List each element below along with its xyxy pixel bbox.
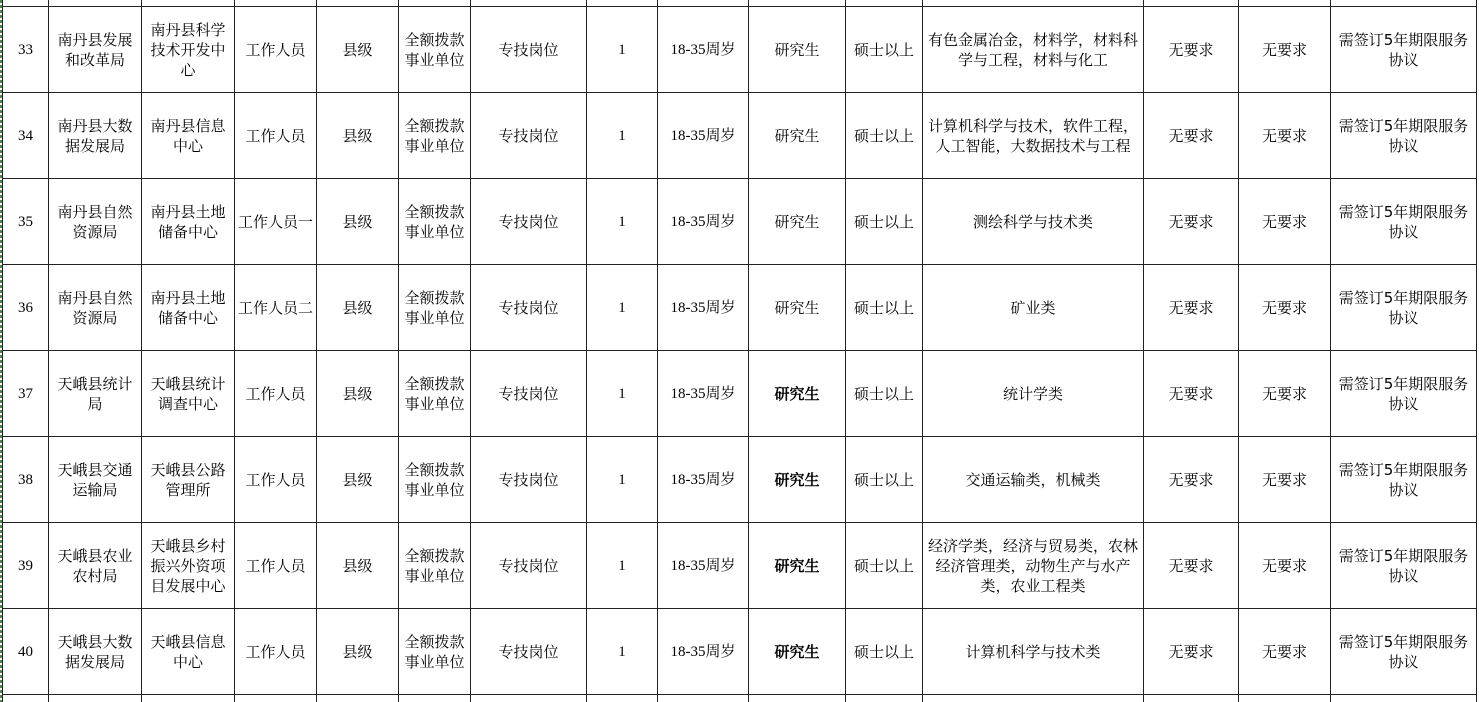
cell-major[interactable]: 计算机科学与技术类 bbox=[923, 609, 1144, 695]
cell-post-name[interactable]: 工作人员 bbox=[235, 93, 317, 179]
cell-major[interactable]: 矿业类 bbox=[923, 265, 1144, 351]
cell-headcount[interactable]: 1 bbox=[587, 437, 658, 523]
cell-requirement-a[interactable]: 无要求 bbox=[1144, 179, 1239, 265]
cell-degree[interactable]: 硕士以上 bbox=[846, 265, 923, 351]
cell-post-type[interactable]: 专技岗位 bbox=[471, 179, 587, 265]
cell-requirement-a[interactable]: 无要求 bbox=[1144, 7, 1239, 93]
cell-department[interactable]: 南丹县大数据发展局 bbox=[49, 93, 142, 179]
cell-major[interactable]: 统计学类 bbox=[923, 351, 1144, 437]
cell-degree[interactable]: 硕士以上 bbox=[846, 7, 923, 93]
table-row bbox=[3, 93, 1477, 179]
cell-post-name[interactable]: 工作人员 bbox=[235, 523, 317, 609]
cell-employer[interactable]: 天峨县统计调查中心 bbox=[142, 351, 235, 437]
cell-remarks[interactable]: 需签订5年期限服务协议 bbox=[1331, 7, 1477, 93]
cell-post-name[interactable]: 工作人员 bbox=[235, 7, 317, 93]
cell-post-type[interactable]: 专技岗位 bbox=[471, 437, 587, 523]
cell-degree[interactable]: 硕士以上 bbox=[846, 93, 923, 179]
cell-post-name[interactable]: 工作人员 bbox=[235, 351, 317, 437]
cell-age-range[interactable]: 18-35周岁 bbox=[658, 609, 749, 695]
cell-age-range[interactable]: 18-35周岁 bbox=[658, 351, 749, 437]
table-row bbox=[3, 351, 1477, 437]
cell-education[interactable]: 研究生 bbox=[749, 351, 846, 437]
table-row bbox=[3, 609, 1477, 695]
table-row bbox=[3, 265, 1477, 351]
cell-post-type[interactable]: 专技岗位 bbox=[471, 7, 587, 93]
cell-education[interactable]: 研究生 bbox=[749, 609, 846, 695]
cell-major[interactable]: 经济学类，经济与贸易类，农林经济管理类，动物生产与水产类，农业工程类 bbox=[923, 523, 1144, 609]
cell-major[interactable]: 测绘科学与技术类 bbox=[923, 179, 1144, 265]
cell-unit-nature[interactable]: 全额拨款事业单位 bbox=[399, 523, 471, 609]
cell-requirement-a[interactable]: 无要求 bbox=[1144, 523, 1239, 609]
cell-requirement-b[interactable]: 无要求 bbox=[1239, 7, 1331, 93]
cell-post-type[interactable]: 专技岗位 bbox=[471, 523, 587, 609]
cell-major[interactable]: 计算机科学与技术，软件工程，人工智能，大数据技术与工程 bbox=[923, 93, 1144, 179]
cell-post-type[interactable]: 专技岗位 bbox=[471, 265, 587, 351]
cell-level[interactable]: 县级 bbox=[317, 523, 399, 609]
cell-level[interactable]: 县级 bbox=[317, 609, 399, 695]
cell-employer[interactable]: 南丹县信息中心 bbox=[142, 93, 235, 179]
cell-employer[interactable]: 天峨县信息中心 bbox=[142, 609, 235, 695]
cell-headcount[interactable]: 1 bbox=[587, 265, 658, 351]
cell-post-type[interactable]: 专技岗位 bbox=[471, 93, 587, 179]
cell-age-range[interactable]: 18-35周岁 bbox=[658, 93, 749, 179]
cell-post-name[interactable]: 工作人员二 bbox=[235, 265, 317, 351]
cell-employer[interactable]: 南丹县土地储备中心 bbox=[142, 265, 235, 351]
cell-unit-nature[interactable]: 全额拨款事业单位 bbox=[399, 609, 471, 695]
cell-requirement-b[interactable]: 无要求 bbox=[1239, 351, 1331, 437]
cell-education[interactable]: 研究生 bbox=[749, 179, 846, 265]
cell-requirement-a[interactable]: 无要求 bbox=[1144, 351, 1239, 437]
cell-number[interactable]: 38 bbox=[3, 437, 49, 523]
cell-education[interactable]: 研究生 bbox=[749, 265, 846, 351]
table-row bbox=[3, 7, 1477, 93]
cell-employer[interactable]: 南丹县科学技术开发中心 bbox=[142, 7, 235, 93]
cell-requirement-a[interactable]: 无要求 bbox=[1144, 93, 1239, 179]
cell-degree[interactable]: 硕士以上 bbox=[846, 609, 923, 695]
cell-remarks[interactable]: 需签订5年期限服务协议 bbox=[1331, 351, 1477, 437]
recruitment-table bbox=[2, 0, 1477, 702]
cell-headcount[interactable]: 1 bbox=[587, 523, 658, 609]
cell-post-type[interactable]: 专技岗位 bbox=[471, 609, 587, 695]
cell-remarks[interactable]: 需签订5年期限服务协议 bbox=[1331, 93, 1477, 179]
cell-unit-nature[interactable]: 全额拨款事业单位 bbox=[399, 179, 471, 265]
cell-headcount[interactable]: 1 bbox=[587, 179, 658, 265]
table-row-partial-bottom bbox=[3, 695, 1477, 702]
cell-employer[interactable]: 天峨县乡村振兴外资项目发展中心 bbox=[142, 523, 235, 609]
cell-number[interactable]: 35 bbox=[3, 179, 49, 265]
cell-department[interactable]: 天峨县统计局 bbox=[49, 351, 142, 437]
cell-unit-nature[interactable]: 全额拨款事业单位 bbox=[399, 265, 471, 351]
cell-department[interactable]: 南丹县发展和改革局 bbox=[49, 7, 142, 93]
cell-degree[interactable]: 硕士以上 bbox=[846, 437, 923, 523]
cell-age-range[interactable]: 18-35周岁 bbox=[658, 265, 749, 351]
cell-unit-nature[interactable]: 全额拨款事业单位 bbox=[399, 351, 471, 437]
cell-degree[interactable]: 硕士以上 bbox=[846, 179, 923, 265]
cell-unit-nature[interactable]: 全额拨款事业单位 bbox=[399, 7, 471, 93]
cell-department[interactable]: 南丹县自然资源局 bbox=[49, 265, 142, 351]
cell-age-range[interactable]: 18-35周岁 bbox=[658, 7, 749, 93]
cell-level[interactable]: 县级 bbox=[317, 351, 399, 437]
cell-department[interactable]: 天峨县农业农村局 bbox=[49, 523, 142, 609]
cell-unit-nature[interactable]: 全额拨款事业单位 bbox=[399, 93, 471, 179]
cell-remarks[interactable]: 需签订5年期限服务协议 bbox=[1331, 179, 1477, 265]
cell-level[interactable]: 县级 bbox=[317, 179, 399, 265]
cell-employer[interactable]: 南丹县土地储备中心 bbox=[142, 179, 235, 265]
cell-number[interactable]: 39 bbox=[3, 523, 49, 609]
cell-age-range[interactable]: 18-35周岁 bbox=[658, 179, 749, 265]
cell-number[interactable]: 37 bbox=[3, 351, 49, 437]
cell-requirement-a[interactable]: 无要求 bbox=[1144, 609, 1239, 695]
table-row bbox=[3, 179, 1477, 265]
cell-requirement-b[interactable]: 无要求 bbox=[1239, 179, 1331, 265]
cell-number[interactable]: 36 bbox=[3, 265, 49, 351]
cell-remarks[interactable]: 需签订5年期限服务协议 bbox=[1331, 609, 1477, 695]
cell-requirement-b[interactable]: 无要求 bbox=[1239, 523, 1331, 609]
cell-age-range[interactable]: 18-35周岁 bbox=[658, 437, 749, 523]
cell-requirement-b[interactable]: 无要求 bbox=[1239, 609, 1331, 695]
cell-requirement-b[interactable]: 无要求 bbox=[1239, 437, 1331, 523]
cell-remarks[interactable]: 需签订5年期限服务协议 bbox=[1331, 523, 1477, 609]
cell-level[interactable]: 县级 bbox=[317, 7, 399, 93]
cell-level[interactable]: 县级 bbox=[317, 265, 399, 351]
cell-education[interactable]: 研究生 bbox=[749, 7, 846, 93]
cell-post-name[interactable]: 工作人员 bbox=[235, 609, 317, 695]
table-row bbox=[3, 437, 1477, 523]
cell-requirement-b[interactable]: 无要求 bbox=[1239, 265, 1331, 351]
cell-department[interactable]: 天峨县大数据发展局 bbox=[49, 609, 142, 695]
cell-level[interactable]: 县级 bbox=[317, 437, 399, 523]
cell-headcount[interactable]: 1 bbox=[587, 609, 658, 695]
cell-degree[interactable]: 硕士以上 bbox=[846, 351, 923, 437]
cell-requirement-a[interactable]: 无要求 bbox=[1144, 265, 1239, 351]
cell-requirement-b[interactable]: 无要求 bbox=[1239, 93, 1331, 179]
cell-remarks[interactable]: 需签订5年期限服务协议 bbox=[1331, 437, 1477, 523]
cell-number[interactable]: 33 bbox=[3, 7, 49, 93]
cell-number[interactable]: 40 bbox=[3, 609, 49, 695]
table-row bbox=[3, 523, 1477, 609]
cell-education[interactable]: 研究生 bbox=[749, 523, 846, 609]
cell-level[interactable]: 县级 bbox=[317, 93, 399, 179]
cell-education[interactable]: 研究生 bbox=[749, 93, 846, 179]
cell-unit-nature[interactable]: 全额拨款事业单位 bbox=[399, 437, 471, 523]
cell-department[interactable]: 天峨县交通运输局 bbox=[49, 437, 142, 523]
cell-remarks[interactable]: 需签订5年期限服务协议 bbox=[1331, 265, 1477, 351]
cell-department[interactable]: 南丹县自然资源局 bbox=[49, 179, 142, 265]
cell-headcount[interactable]: 1 bbox=[587, 7, 658, 93]
cell-employer[interactable]: 天峨县公路管理所 bbox=[142, 437, 235, 523]
cell-education[interactable]: 研究生 bbox=[749, 437, 846, 523]
cell-post-name[interactable]: 工作人员一 bbox=[235, 179, 317, 265]
cell-number[interactable]: 34 bbox=[3, 93, 49, 179]
cell-post-name[interactable]: 工作人员 bbox=[235, 437, 317, 523]
cell-age-range[interactable]: 18-35周岁 bbox=[658, 523, 749, 609]
cell-requirement-a[interactable]: 无要求 bbox=[1144, 437, 1239, 523]
cell-post-type[interactable]: 专技岗位 bbox=[471, 351, 587, 437]
cell-major[interactable]: 交通运输类，机械类 bbox=[923, 437, 1144, 523]
cell-headcount[interactable]: 1 bbox=[587, 93, 658, 179]
cell-major[interactable]: 有色金属冶金，材料学，材料科学与工程，材料与化工 bbox=[923, 7, 1144, 93]
cell-headcount[interactable]: 1 bbox=[587, 351, 658, 437]
cell-degree[interactable]: 硕士以上 bbox=[846, 523, 923, 609]
